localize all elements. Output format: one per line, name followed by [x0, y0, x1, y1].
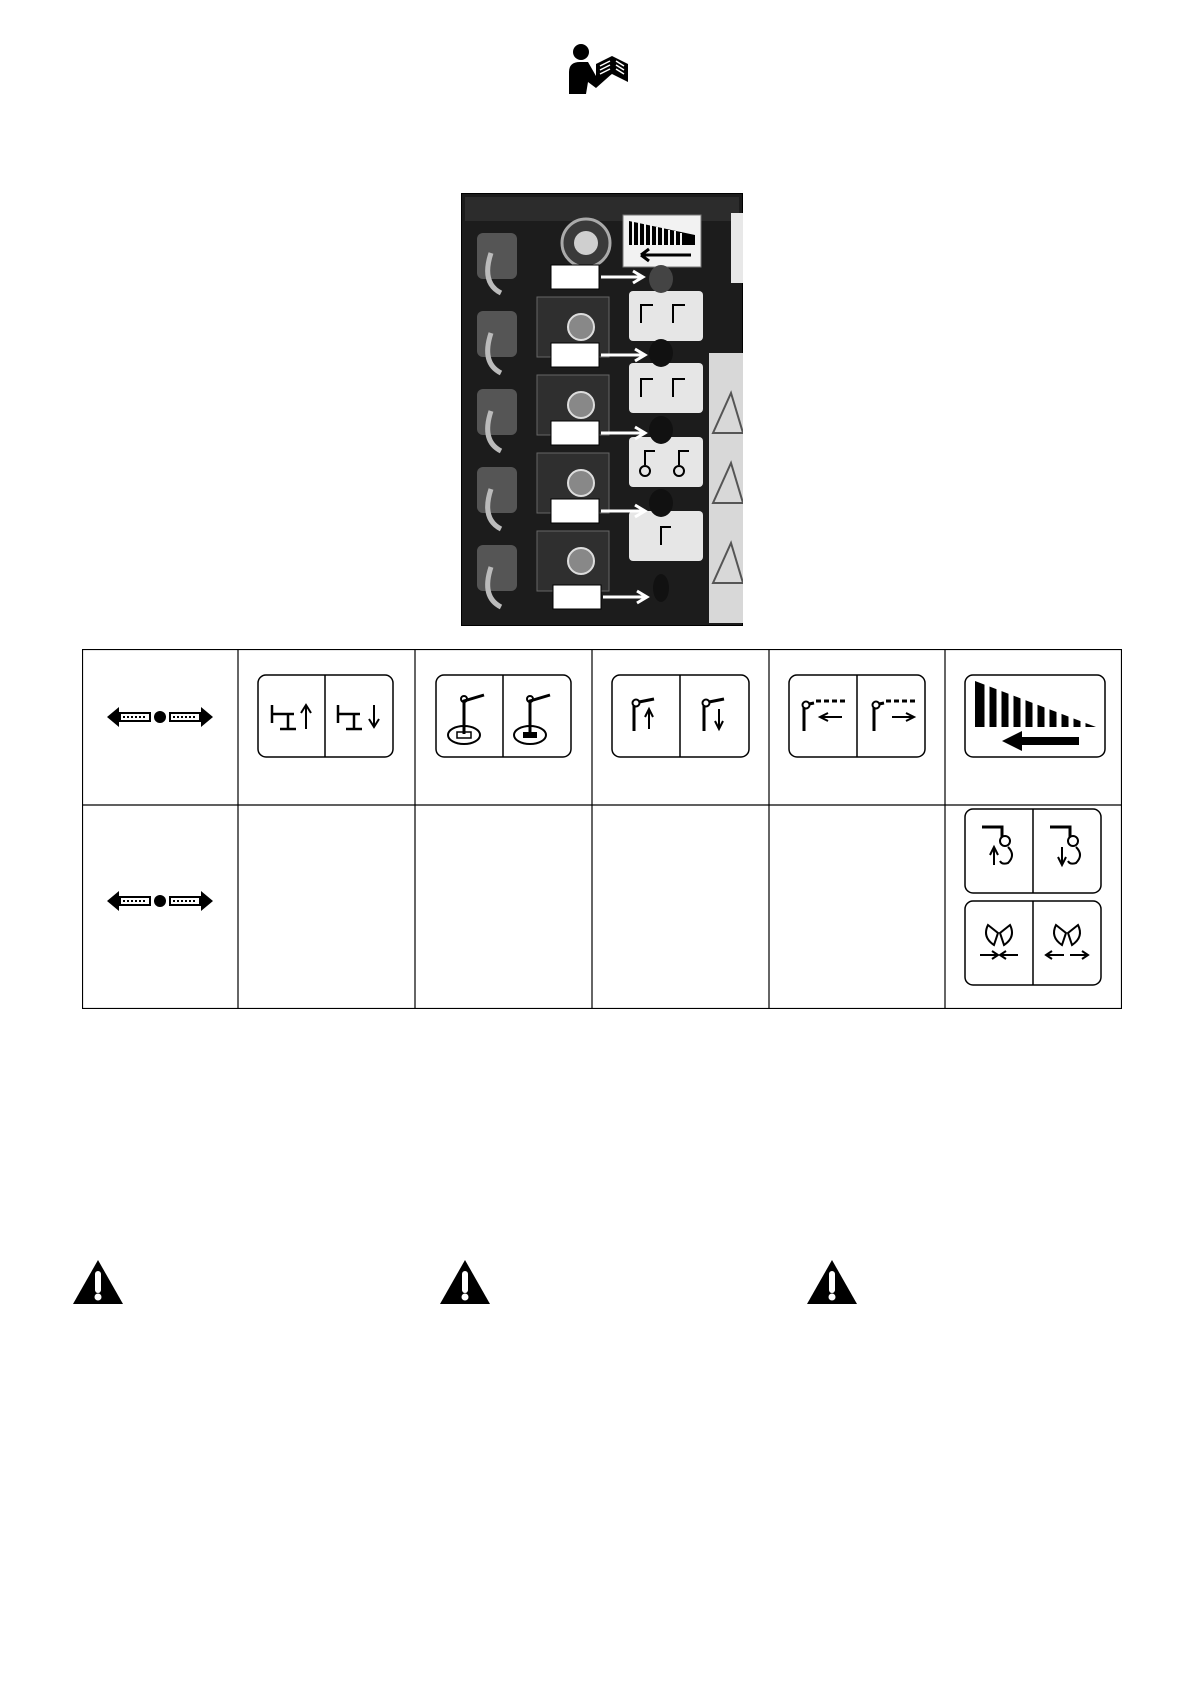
warning-triangle-icon [438, 1258, 492, 1306]
boom-raise-lower-icon [612, 675, 749, 757]
hook-hoist-and-grapple-icons [965, 809, 1101, 985]
boom-extend-retract-icon [789, 675, 925, 757]
read-manual-icon [566, 42, 630, 96]
control-valve-bank-photo [461, 193, 743, 626]
warning-triangle-icon [71, 1258, 125, 1306]
double-arrow-lever-icon [107, 707, 213, 727]
stabilizer-up-down-icon [258, 675, 393, 757]
slew-left-right-icon [436, 675, 571, 757]
throttle-speed-icon [965, 675, 1105, 757]
warning-triangle-icon [805, 1258, 859, 1306]
function-table [82, 649, 1122, 1009]
double-arrow-lever-icon [107, 891, 213, 911]
